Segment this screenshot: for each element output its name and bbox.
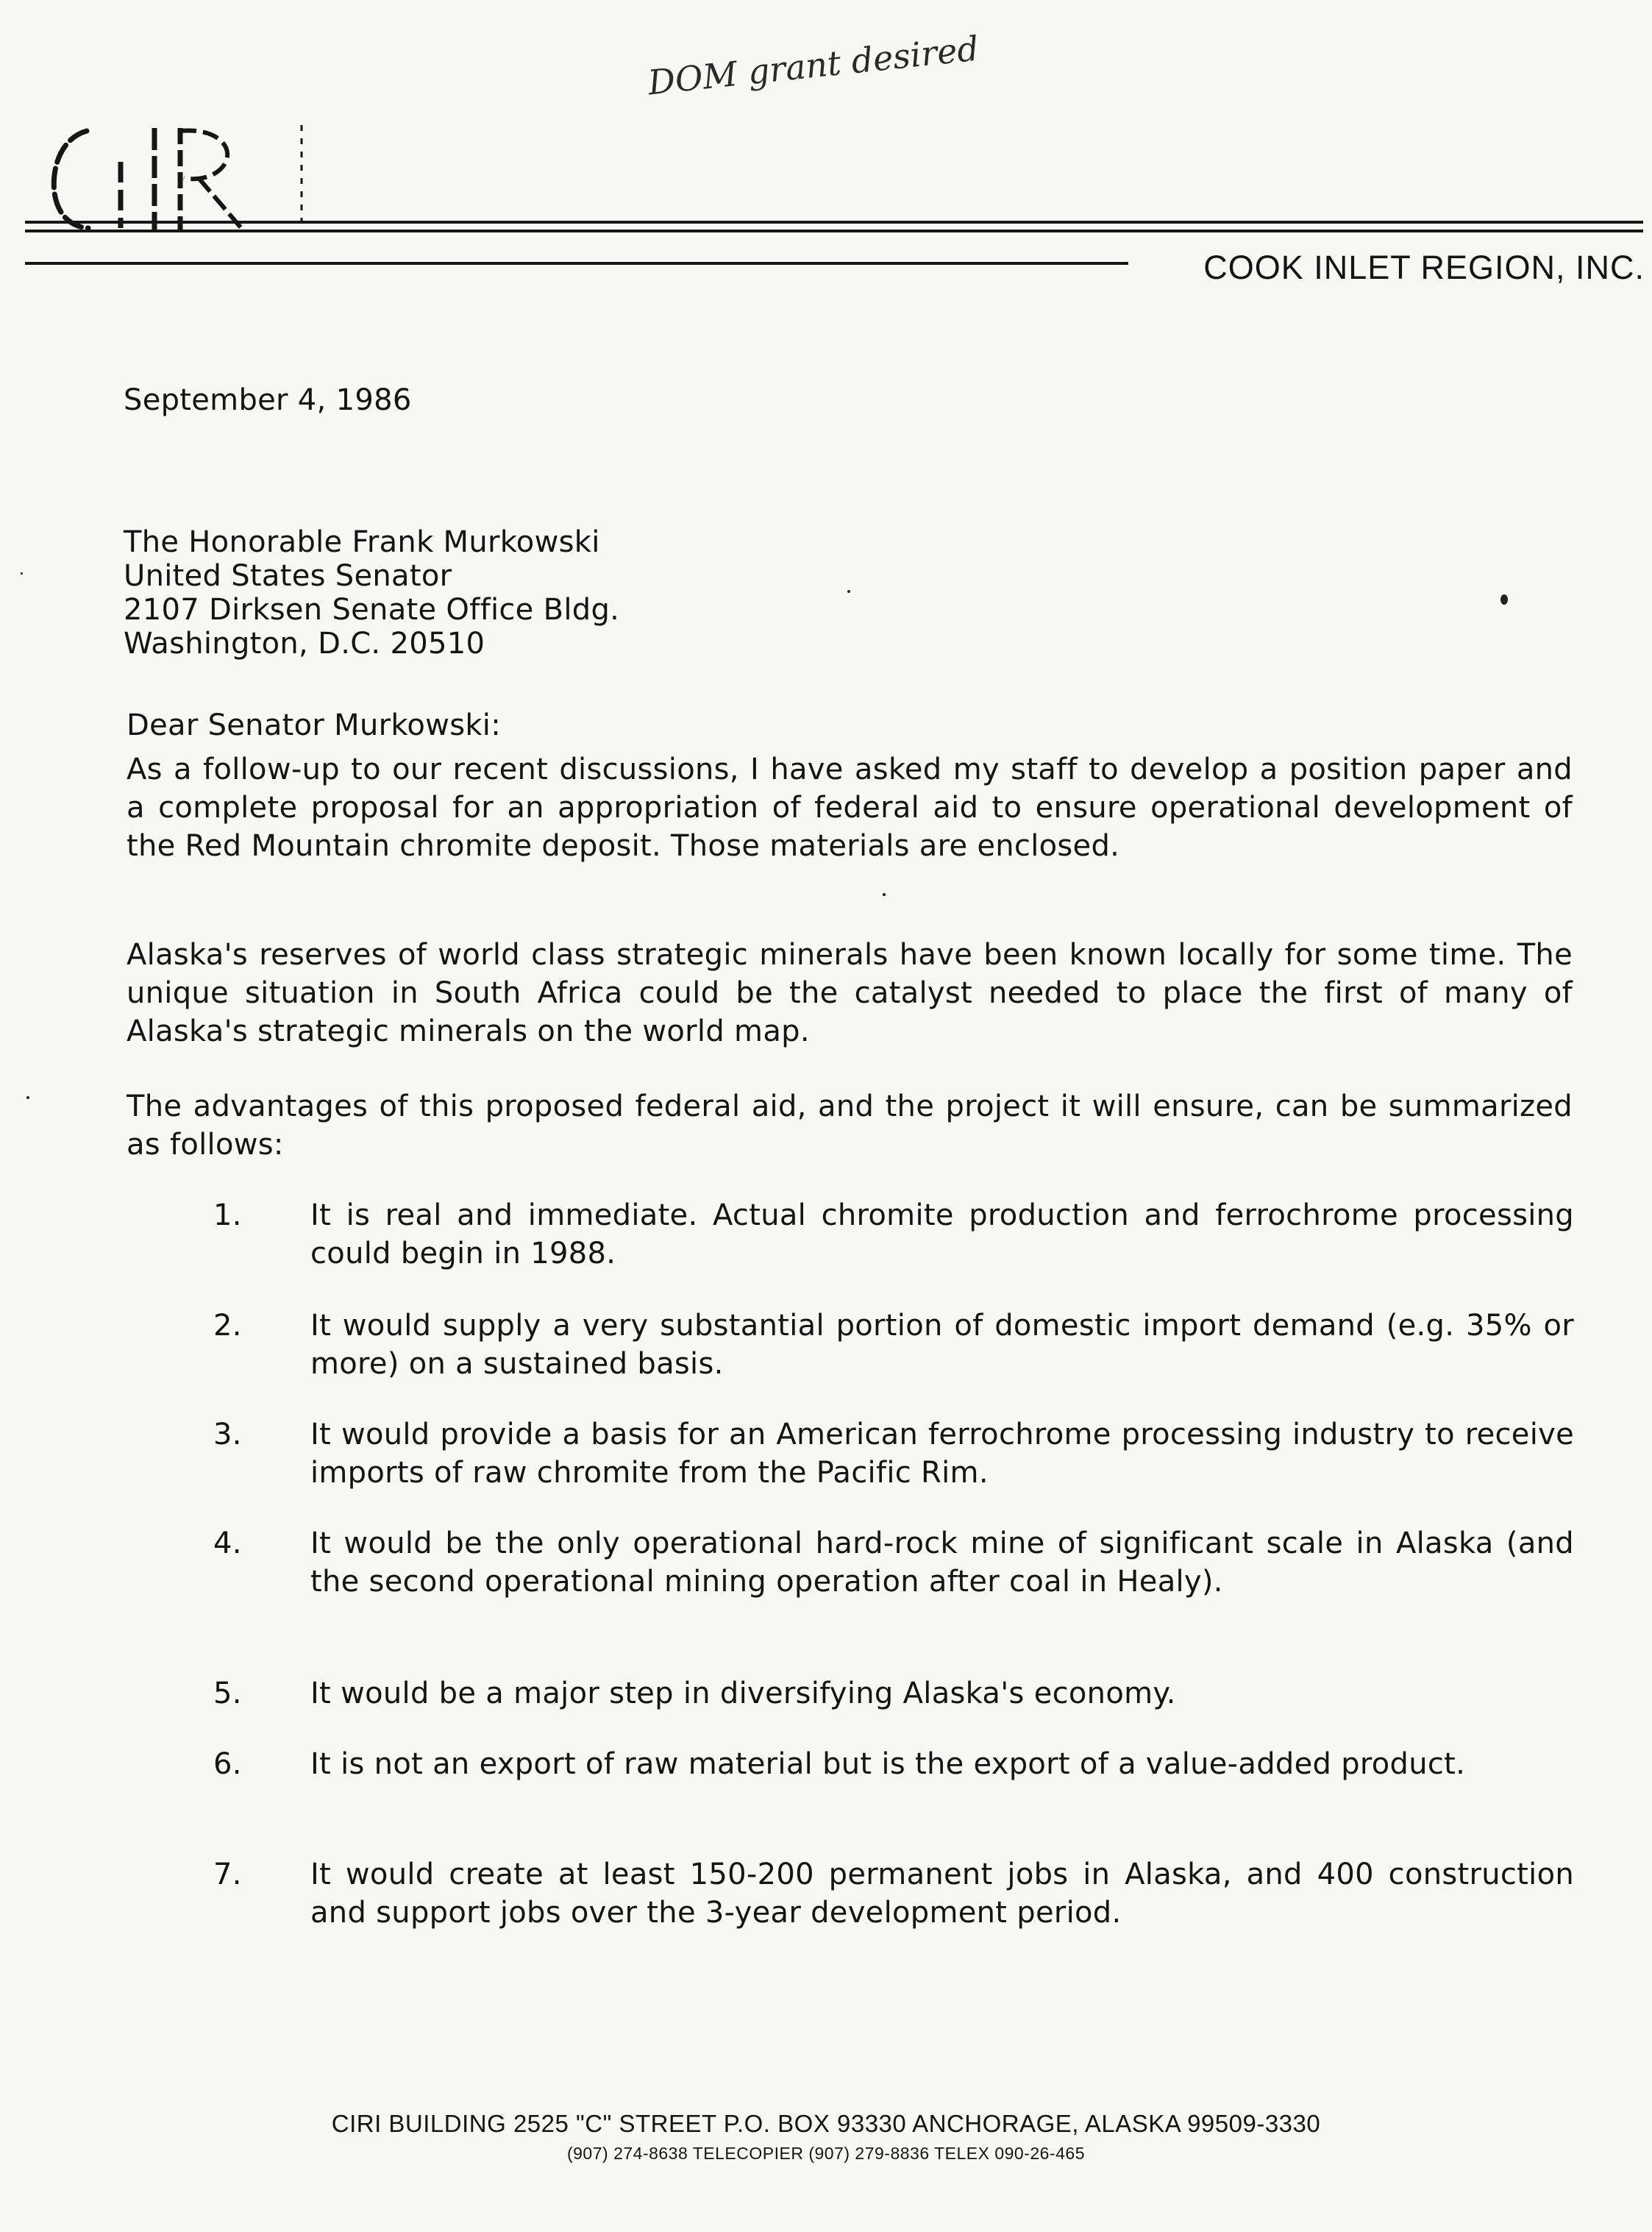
header-rule-bottom — [25, 262, 1128, 265]
list-item-text: It would be a major step in diversifying Alaska's economy. — [310, 1677, 1176, 1710]
list-item-text: It is real and immediate. Actual chromite production and ferrochrome processing could begin in 1988. — [310, 1198, 1574, 1270]
address-line: United States Senator — [124, 559, 452, 593]
list-item-text: It would supply a very substantial portion of domestic import demand (e.g. 35% or more) on a sustained basis. — [310, 1309, 1574, 1381]
list-item-number: 7. — [213, 1858, 242, 1891]
list-item-number: 5. — [213, 1677, 242, 1710]
scan-speck — [26, 1096, 29, 1099]
scan-speck — [883, 893, 886, 896]
list-item-number: 2. — [213, 1309, 242, 1343]
address-line: Washington, D.C. 20510 — [124, 627, 485, 661]
list-item-text: It would create at least 150-200 permanent jobs in Alaska, and 400 construction and support jobs over the 3-year development period. — [310, 1858, 1574, 1930]
header-rule-middle — [25, 230, 1643, 232]
body-paragraph: Alaska's reserves of world class strategic minerals have been known locally for some time. The unique situation in South Africa could be the catalyst needed to place the first of many of Alaska's strategic minerals on the world map. — [127, 938, 1573, 1048]
footer-address: CIRI BUILDING 2525 "C" STREET P.O. BOX 93330 ANCHORAGE, ALASKA 99509-3330 — [331, 2110, 1321, 2137]
header-rule-top — [25, 221, 1643, 224]
scan-speck — [847, 590, 850, 593]
list-item-text: It would provide a basis for an American ferrochrome processing industry to receive imports of raw chromite from the Pacific Rim. — [310, 1418, 1574, 1490]
letter-date: September 4, 1986 — [124, 383, 412, 417]
scan-speck — [1500, 594, 1508, 605]
body-paragraph: As a follow-up to our recent discussions, I have asked my staff to develop a position paper and a complete proposal for an appropriation of federal aid to ensure operational development of the Red Mountain chromite deposit. Those materials are enclosed. — [127, 753, 1573, 863]
address-line: The Honorable Frank Murkowski — [124, 525, 600, 559]
list-item-number: 3. — [213, 1418, 242, 1451]
list-item-number: 1. — [213, 1198, 242, 1232]
company-name: COOK INLET REGION, INC. — [1203, 249, 1645, 286]
scan-speck — [21, 572, 23, 575]
list-item-text: It would be the only operational hard-rock mine of significant scale in Alaska (and the second operational mining operation after coal in Healy). — [310, 1526, 1574, 1599]
body-paragraph: The advantages of this proposed federal aid, and the project it will ensure, can be summarized as follows: — [127, 1090, 1573, 1162]
footer-phones: (907) 274-8638 TELECOPIER (907) 279-8836 TELEX 090-26-465 — [566, 2144, 1085, 2163]
salutation: Dear Senator Murkowski: — [127, 708, 501, 742]
list-item-text: It is not an export of raw material but is the export of a value-added product. — [310, 1747, 1466, 1781]
handwritten-note: DOM grant desired — [646, 28, 981, 103]
list-item-number: 4. — [213, 1526, 242, 1560]
address-line: 2107 Dirksen Senate Office Bldg. — [124, 593, 620, 627]
list-item-number: 6. — [213, 1747, 242, 1781]
ciri-logo — [44, 118, 324, 243]
recipient-address — [124, 525, 619, 661]
